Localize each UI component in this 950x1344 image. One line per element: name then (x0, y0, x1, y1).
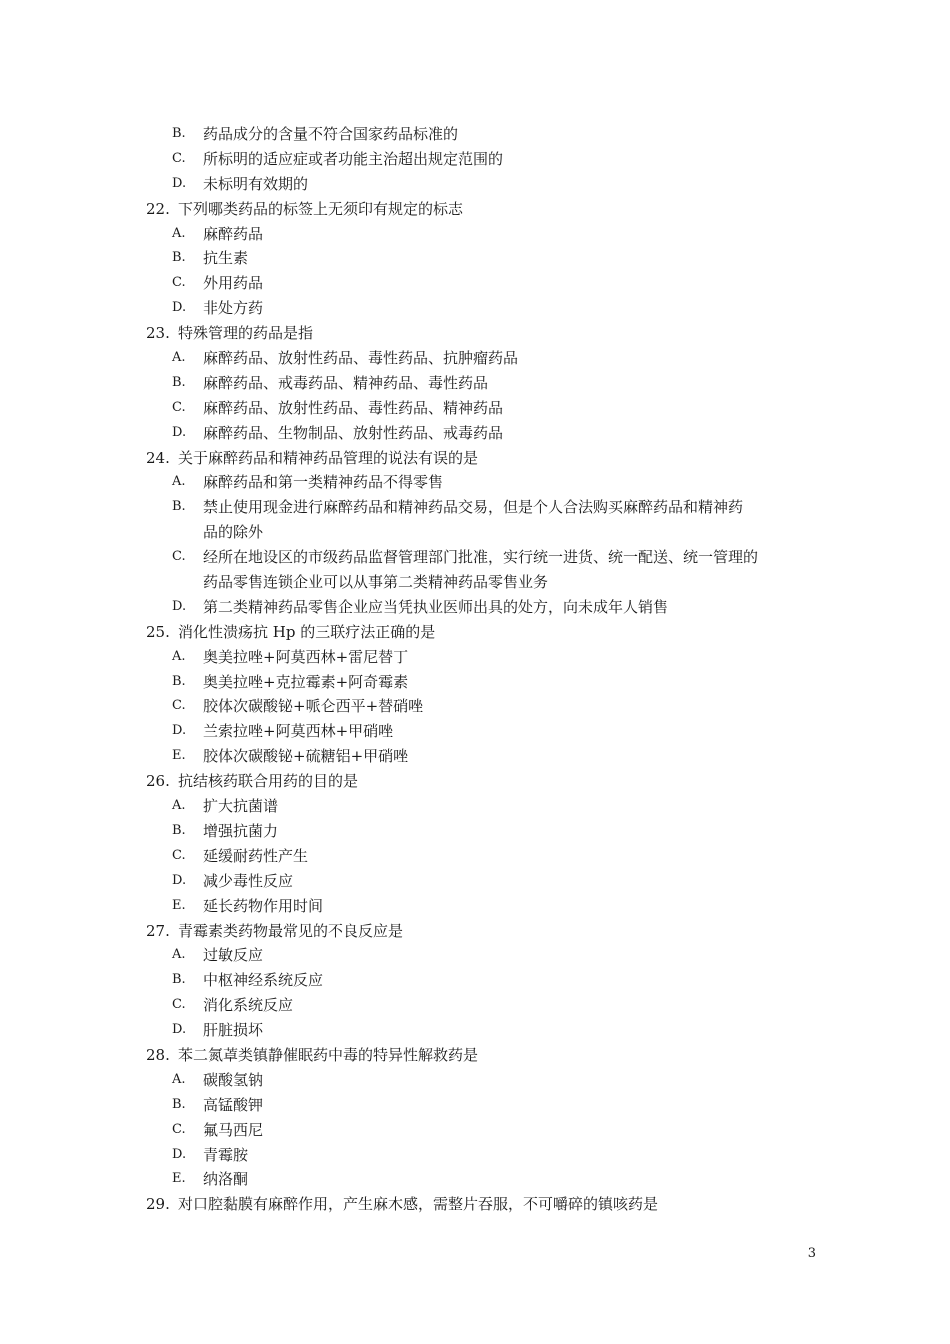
option-letter: A. (172, 350, 186, 366)
option-line (0, 819, 950, 844)
option-line (0, 1118, 950, 1143)
option-text: 氟马西尼 (203, 1120, 264, 1139)
option-text: 品的除外 (203, 523, 264, 542)
option-letter: D. (172, 175, 187, 191)
option-letter: D. (172, 1146, 187, 1162)
option-text: 药品成分的含量不符合国家药品标准的 (203, 125, 459, 143)
option-line (0, 396, 950, 421)
option-letter: C. (172, 275, 186, 291)
option-line (0, 1068, 950, 1093)
option-letter: B. (172, 673, 186, 689)
option-line (0, 719, 950, 744)
option-line (0, 645, 950, 670)
option-text: 胶体次碳酸铋+哌仑西平+替硝唑 (203, 697, 424, 716)
option-text: 禁止使用现金进行麻醉药品和精神药品交易，但是个人合法购买麻醉药品和精神药 (203, 498, 744, 517)
option-letter: A. (172, 474, 186, 490)
document-body (0, 122, 950, 1217)
question-number: 24. (146, 448, 170, 467)
option-text: 麻醉药品、放射性药品、毒性药品、精神药品 (203, 398, 504, 417)
question-line (0, 620, 950, 645)
option-line (0, 1018, 950, 1043)
option-line (0, 1093, 950, 1118)
option-letter: B. (172, 822, 186, 838)
option-letter: C. (172, 150, 186, 166)
question-text: 下列哪类药品的标签上无须印有规定的标志 (178, 199, 464, 218)
option-letter: A. (172, 1071, 186, 1087)
option-letter: D. (172, 723, 187, 739)
option-line (0, 595, 950, 620)
continuation-line (0, 570, 950, 595)
option-letter: E. (172, 748, 186, 764)
option-line (0, 943, 950, 968)
question-text: 关于麻醉药品和精神药品管理的说法有误的是 (178, 448, 479, 467)
option-line (0, 545, 950, 570)
option-line (0, 122, 950, 147)
question-text: 对口腔黏膜有麻醉作用，产生麻木感，需整片吞服，不可嚼碎的镇咳药是 (178, 1195, 659, 1214)
option-letter: C. (172, 698, 186, 714)
option-text: 麻醉药品 (203, 224, 264, 243)
option-line (0, 744, 950, 769)
option-line (0, 844, 950, 869)
continuation-line (0, 520, 950, 545)
question-number: 25. (146, 622, 170, 641)
option-text: 非处方药 (203, 299, 264, 318)
option-line (0, 172, 950, 197)
option-letter: B. (172, 972, 186, 988)
option-letter: C. (172, 1121, 186, 1137)
question-number: 27. (146, 921, 170, 940)
option-line (0, 346, 950, 371)
option-letter: D. (172, 1022, 187, 1038)
question-text: 消化性溃疡抗 Hp 的三联疗法正确的是 (178, 622, 436, 641)
option-line (0, 421, 950, 446)
option-letter: A. (172, 225, 186, 241)
option-line (0, 371, 950, 396)
question-line (0, 769, 950, 794)
option-letter: D. (172, 598, 187, 614)
question-line (0, 919, 950, 944)
option-text: 外用药品 (203, 274, 264, 293)
option-text: 奥美拉唑+克拉霉素+阿奇霉素 (203, 672, 409, 691)
option-letter: D. (172, 300, 187, 316)
option-letter: A. (172, 798, 186, 814)
option-line (0, 246, 950, 271)
option-line (0, 1143, 950, 1168)
question-line (0, 446, 950, 471)
option-letter: B. (172, 1096, 186, 1112)
option-letter: E. (172, 1171, 186, 1187)
option-text: 肝脏损坏 (203, 1021, 264, 1040)
option-text: 药品零售连锁企业可以从事第二类精神药品零售业务 (203, 573, 549, 592)
option-letter: C. (172, 997, 186, 1013)
option-line (0, 495, 950, 520)
option-letter: B. (172, 374, 186, 390)
option-text: 青霉胺 (203, 1145, 249, 1164)
option-text: 扩大抗菌谱 (203, 797, 279, 816)
option-letter: B. (172, 499, 186, 515)
option-text: 碳酸氢钠 (203, 1070, 264, 1089)
question-number: 26. (146, 772, 170, 791)
option-letter: A. (172, 947, 186, 963)
question-number: 23. (146, 324, 170, 343)
option-text: 麻醉药品和第一类精神药品不得零售 (203, 473, 444, 492)
question-line (0, 321, 950, 346)
option-line (0, 694, 950, 719)
option-text: 高锰酸钾 (203, 1095, 264, 1114)
question-line (0, 197, 950, 222)
option-text: 第二类精神药品零售企业应当凭执业医师出具的处方，向未成年人销售 (203, 597, 669, 616)
option-letter: C. (172, 549, 186, 565)
option-text: 奥美拉唑+阿莫西林+雷尼替丁 (203, 647, 409, 666)
option-letter: D. (172, 424, 187, 440)
option-text: 中枢神经系统反应 (203, 971, 324, 990)
option-text: 纳洛酮 (203, 1170, 249, 1189)
option-line (0, 222, 950, 247)
question-text: 抗结核药联合用药的目的是 (178, 772, 359, 791)
option-letter: B. (172, 250, 186, 266)
option-text: 所标明的适应症或者功能主治超出规定范围的 (203, 149, 504, 168)
option-text: 麻醉药品、放射性药品、毒性药品、抗肿瘤药品 (203, 349, 519, 368)
option-text: 减少毒性反应 (203, 871, 294, 890)
question-number: 29. (146, 1195, 170, 1214)
option-text: 消化系统反应 (203, 996, 294, 1015)
option-text: 延缓耐药性产生 (203, 846, 309, 865)
question-number: 22. (146, 199, 170, 218)
option-letter: D. (172, 872, 187, 888)
option-text: 兰索拉唑+阿莫西林+甲硝唑 (203, 722, 394, 741)
page-number: 3 (807, 1246, 816, 1261)
option-line (0, 296, 950, 321)
option-text: 麻醉药品、生物制品、放射性药品、戒毒药品 (203, 423, 504, 442)
option-line (0, 894, 950, 919)
option-text: 未标明有效期的 (203, 174, 309, 193)
question-number: 28. (146, 1045, 170, 1064)
option-line (0, 670, 950, 695)
option-line (0, 993, 950, 1018)
option-letter: C. (172, 399, 186, 415)
option-letter: E. (172, 897, 186, 913)
option-line (0, 147, 950, 172)
option-letter: B. (172, 126, 186, 141)
question-text: 苯二氮䓬类镇静催眠药中毒的特异性解救药是 (178, 1045, 479, 1064)
option-line (0, 271, 950, 296)
option-line (0, 968, 950, 993)
option-line (0, 794, 950, 819)
option-text: 过敏反应 (203, 946, 264, 965)
option-line (0, 1167, 950, 1192)
question-line (0, 1192, 950, 1217)
option-text: 延长药物作用时间 (203, 896, 324, 915)
option-line (0, 470, 950, 495)
question-text: 青霉素类药物最常见的不良反应是 (178, 921, 404, 940)
option-text: 经所在地设区的市级药品监督管理部门批准，实行统一进货、统一配送、统一管理的 (203, 548, 759, 567)
option-letter: C. (172, 847, 186, 863)
question-line (0, 1043, 950, 1068)
option-text: 胶体次碳酸铋+硫糖铝+甲硝唑 (203, 747, 409, 766)
question-text: 特殊管理的药品是指 (178, 324, 314, 343)
option-text: 抗生素 (203, 249, 249, 268)
option-text: 麻醉药品、戒毒药品、精神药品、毒性药品 (203, 373, 489, 392)
option-letter: A. (172, 648, 186, 664)
option-text: 增强抗菌力 (203, 821, 279, 840)
option-line (0, 869, 950, 894)
